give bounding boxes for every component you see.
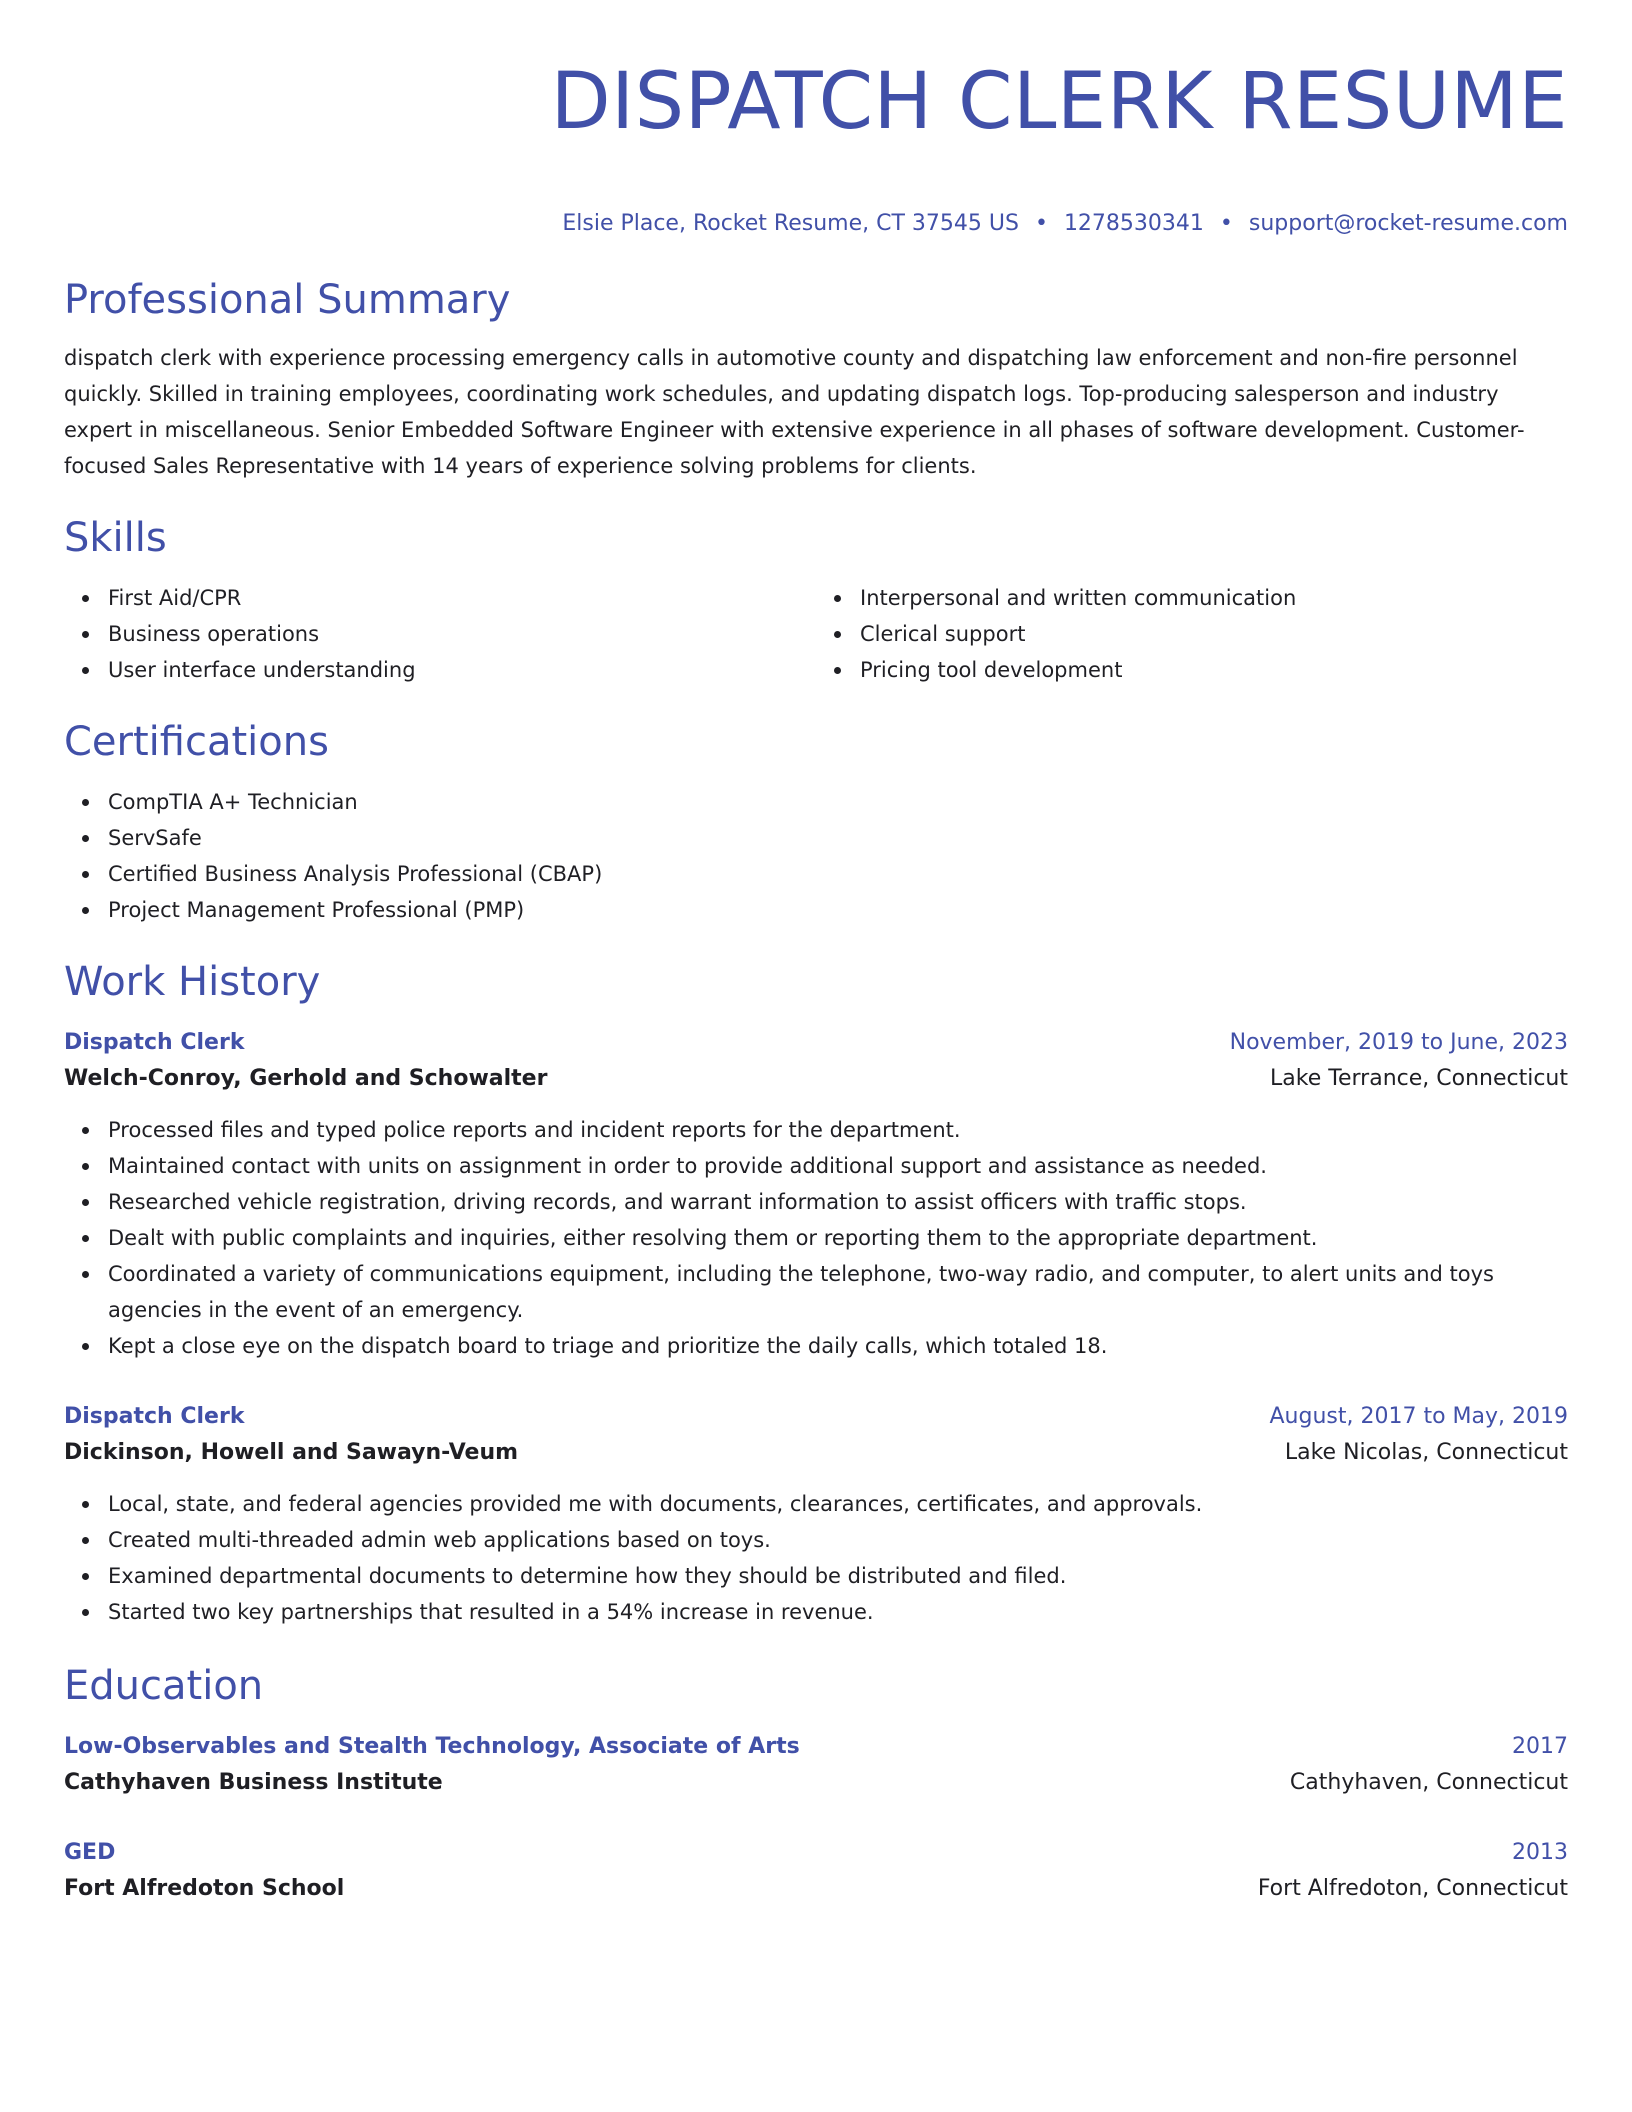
contact-phone: 1278530341	[1063, 211, 1204, 236]
education-year: 2017	[1512, 1734, 1568, 1759]
contact-separator: •	[1219, 211, 1233, 236]
job-company-row	[64, 1434, 1568, 1472]
list-item: Maintained contact with units on assignment in order to provide additional support and assistance as needed.	[108, 1148, 1528, 1184]
job-entry	[64, 1400, 1568, 1630]
work-history-section	[64, 956, 1568, 1630]
summary-heading: Professional Summary	[64, 277, 511, 323]
job-location: Lake Nicolas, Connecticut	[1284, 1440, 1568, 1465]
contact-email[interactable]: support@rocket-resume.com	[1248, 211, 1568, 236]
list-item: Interpersonal and written communication	[860, 580, 1568, 616]
skills-section	[64, 512, 1568, 688]
certifications-section	[64, 716, 1568, 928]
education-degree-row	[64, 1836, 1568, 1870]
job-entry	[64, 1026, 1568, 1364]
job-dates: November, 2019 to June, 2023	[1229, 1030, 1568, 1055]
education-heading: Education	[64, 1663, 264, 1709]
job-bullets	[64, 1486, 1528, 1630]
job-company: Dickinson, Howell and Sawayn-Veum	[64, 1440, 519, 1465]
education-entry	[64, 1836, 1568, 1908]
skills-right-list	[816, 580, 1568, 688]
education-degree: GED	[64, 1840, 116, 1865]
contact-address: Elsie Place, Rocket Resume, CT 37545 US	[562, 211, 1019, 236]
list-item: Local, state, and federal agencies provided me with documents, clearances, certificates, and approvals.	[108, 1486, 1528, 1522]
education-school: Cathyhaven Business Institute	[64, 1770, 443, 1795]
skills-heading: Skills	[64, 515, 167, 561]
list-item: Examined departmental documents to determine how they should be distributed and filed.	[108, 1558, 1528, 1594]
education-school: Fort Alfredoton School	[64, 1876, 345, 1901]
list-item: Business operations	[108, 616, 816, 652]
job-title-row	[64, 1026, 1568, 1060]
job-role: Dispatch Clerk	[64, 1404, 245, 1429]
list-item: Clerical support	[860, 616, 1568, 652]
job-location: Lake Terrance, Connecticut	[1270, 1066, 1568, 1091]
list-item: First Aid/CPR	[108, 580, 816, 616]
summary-text: dispatch clerk with experience processing emergency calls in automotive county and dispatching law enforcement and non-fire personnel quickly. Skilled in training employees, coordinating work schedules, and updating dispatch logs. Top-producing salesperson and industry expert in miscellaneous. Senior Embedded Software Engineer with extensive experience in all phases of software development. Customer-focused Sales Representative with 14 years of experience solving problems for clients.	[64, 346, 1525, 478]
job-title-row	[64, 1400, 1568, 1434]
certifications-list	[64, 784, 1568, 928]
job-bullets	[64, 1112, 1528, 1364]
summary-section	[64, 274, 1568, 484]
education-section	[64, 1660, 1568, 1908]
certifications-heading: Certifications	[64, 719, 329, 765]
skills-left-list	[64, 580, 816, 688]
list-item: Processed files and typed police reports and incident reports for the department.	[108, 1112, 1528, 1148]
list-item: Started two key partnerships that resulted in a 54% increase in revenue.	[108, 1594, 1528, 1630]
education-school-row	[64, 1870, 1568, 1908]
contact-line	[64, 210, 1568, 238]
resume-title: DISPATCH CLERK RESUME	[550, 57, 1568, 147]
education-school-row	[64, 1764, 1568, 1802]
education-location: Cathyhaven, Connecticut	[1289, 1770, 1568, 1795]
list-item: Coordinated a variety of communications equipment, including the telephone, two-way radio, and computer, to alert units and toys agencies in the event of an emergency.	[108, 1256, 1528, 1328]
education-year: 2013	[1512, 1840, 1568, 1865]
contact-separator: •	[1034, 211, 1048, 236]
education-entry	[64, 1730, 1568, 1802]
list-item: User interface understanding	[108, 652, 816, 688]
list-item: Kept a close eye on the dispatch board to triage and prioritize the daily calls, which totaled 18.	[108, 1328, 1528, 1364]
list-item: CompTIA A+ Technician	[108, 784, 1568, 820]
list-item: Researched vehicle registration, driving records, and warrant information to assist officers with traffic stops.	[108, 1184, 1528, 1220]
list-item: ServSafe	[108, 820, 1568, 856]
job-company: Welch-Conroy, Gerhold and Schowalter	[64, 1066, 548, 1091]
job-role: Dispatch Clerk	[64, 1030, 245, 1055]
list-item: Pricing tool development	[860, 652, 1568, 688]
resume-header	[64, 0, 1568, 238]
job-company-row	[64, 1060, 1568, 1098]
work-history-heading: Work History	[64, 959, 321, 1005]
list-item: Created multi-threaded admin web applications based on toys.	[108, 1522, 1528, 1558]
education-degree: Low-Observables and Stealth Technology, Associate of Arts	[64, 1734, 800, 1759]
job-dates: August, 2017 to May, 2019	[1269, 1404, 1568, 1429]
list-item: Project Management Professional (PMP)	[108, 892, 1568, 928]
skills-grid	[64, 580, 1568, 688]
education-location: Fort Alfredoton, Connecticut	[1257, 1876, 1568, 1901]
list-item: Dealt with public complaints and inquiries, either resolving them or reporting them to the appropriate department.	[108, 1220, 1528, 1256]
list-item: Certified Business Analysis Professional (CBAP)	[108, 856, 1568, 892]
education-degree-row	[64, 1730, 1568, 1764]
